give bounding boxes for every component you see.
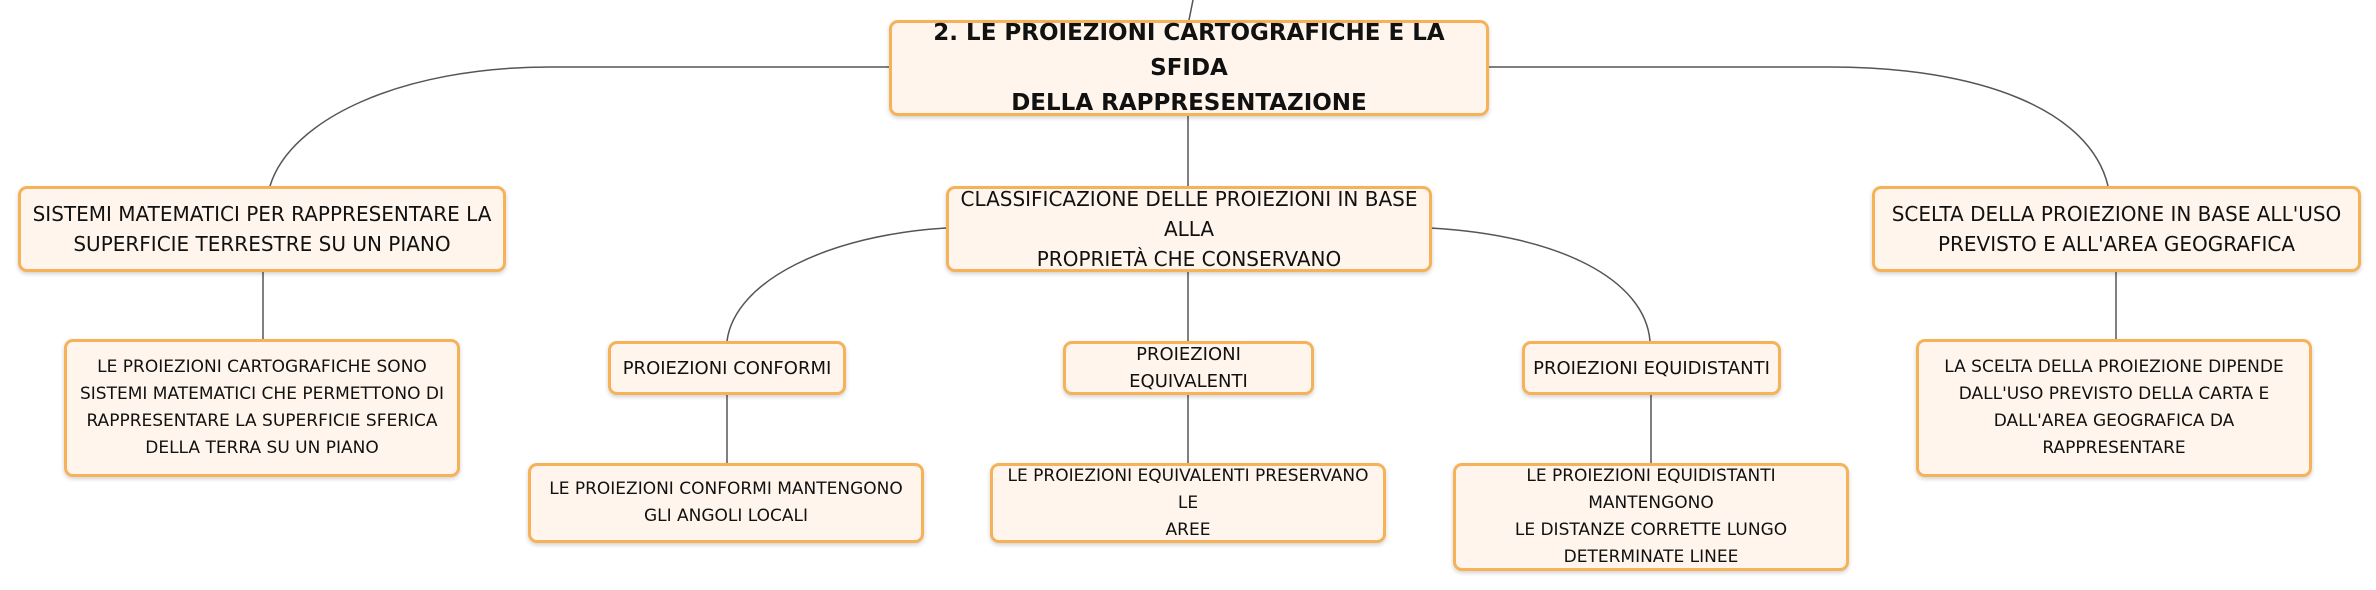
child-node-conformi[interactable]: PROIEZIONI CONFORMI: [608, 341, 846, 395]
root-node[interactable]: 2. LE PROIEZIONI CARTOGRAFICHE E LA SFIDA DELLA RAPPRESENTAZIONE: [889, 20, 1489, 116]
branch-node-center[interactable]: CLASSIFICAZIONE DELLE PROIEZIONI IN BASE ALLA PROPRIETÀ CHE CONSERVANO: [946, 186, 1432, 272]
branch-node-right[interactable]: SCELTA DELLA PROIEZIONE IN BASE ALL'USO PREVISTO E ALL'AREA GEOGRAFICA: [1872, 186, 2361, 272]
child-node-equivalenti[interactable]: PROIEZIONI EQUIVALENTI: [1063, 341, 1314, 395]
connector-root-left: [270, 67, 889, 186]
detail-node-right[interactable]: LA SCELTA DELLA PROIEZIONE DIPENDE DALL'USO PREVISTO DELLA CARTA E DALL'AREA GEOGRAFICA DA RAPPRESENTARE: [1916, 339, 2312, 477]
connector-center-equidistanti: [1430, 228, 1650, 341]
detail-node-left[interactable]: LE PROIEZIONI CARTOGRAFICHE SONO SISTEMI MATEMATICI CHE PERMETTONO DI RAPPRESENTARE LA SUPERFICIE SFERICA DELLA TERRA SU UN PIANO: [64, 339, 460, 477]
branch-node-left[interactable]: SISTEMI MATEMATICI PER RAPPRESENTARE LA SUPERFICIE TERRESTRE SU UN PIANO: [18, 186, 506, 272]
connector-root-right: [1489, 67, 2108, 186]
connector-center-conformi: [727, 228, 946, 341]
detail-node-conformi[interactable]: LE PROIEZIONI CONFORMI MANTENGONO GLI ANGOLI LOCALI: [528, 463, 924, 543]
detail-node-equidistanti[interactable]: LE PROIEZIONI EQUIDISTANTI MANTENGONO LE DISTANZE CORRETTE LUNGO DETERMINATE LINEE: [1453, 463, 1849, 571]
child-node-equidistanti[interactable]: PROIEZIONI EQUIDISTANTI: [1522, 341, 1781, 395]
detail-node-equivalenti[interactable]: LE PROIEZIONI EQUIVALENTI PRESERVANO LE AREE: [990, 463, 1386, 543]
